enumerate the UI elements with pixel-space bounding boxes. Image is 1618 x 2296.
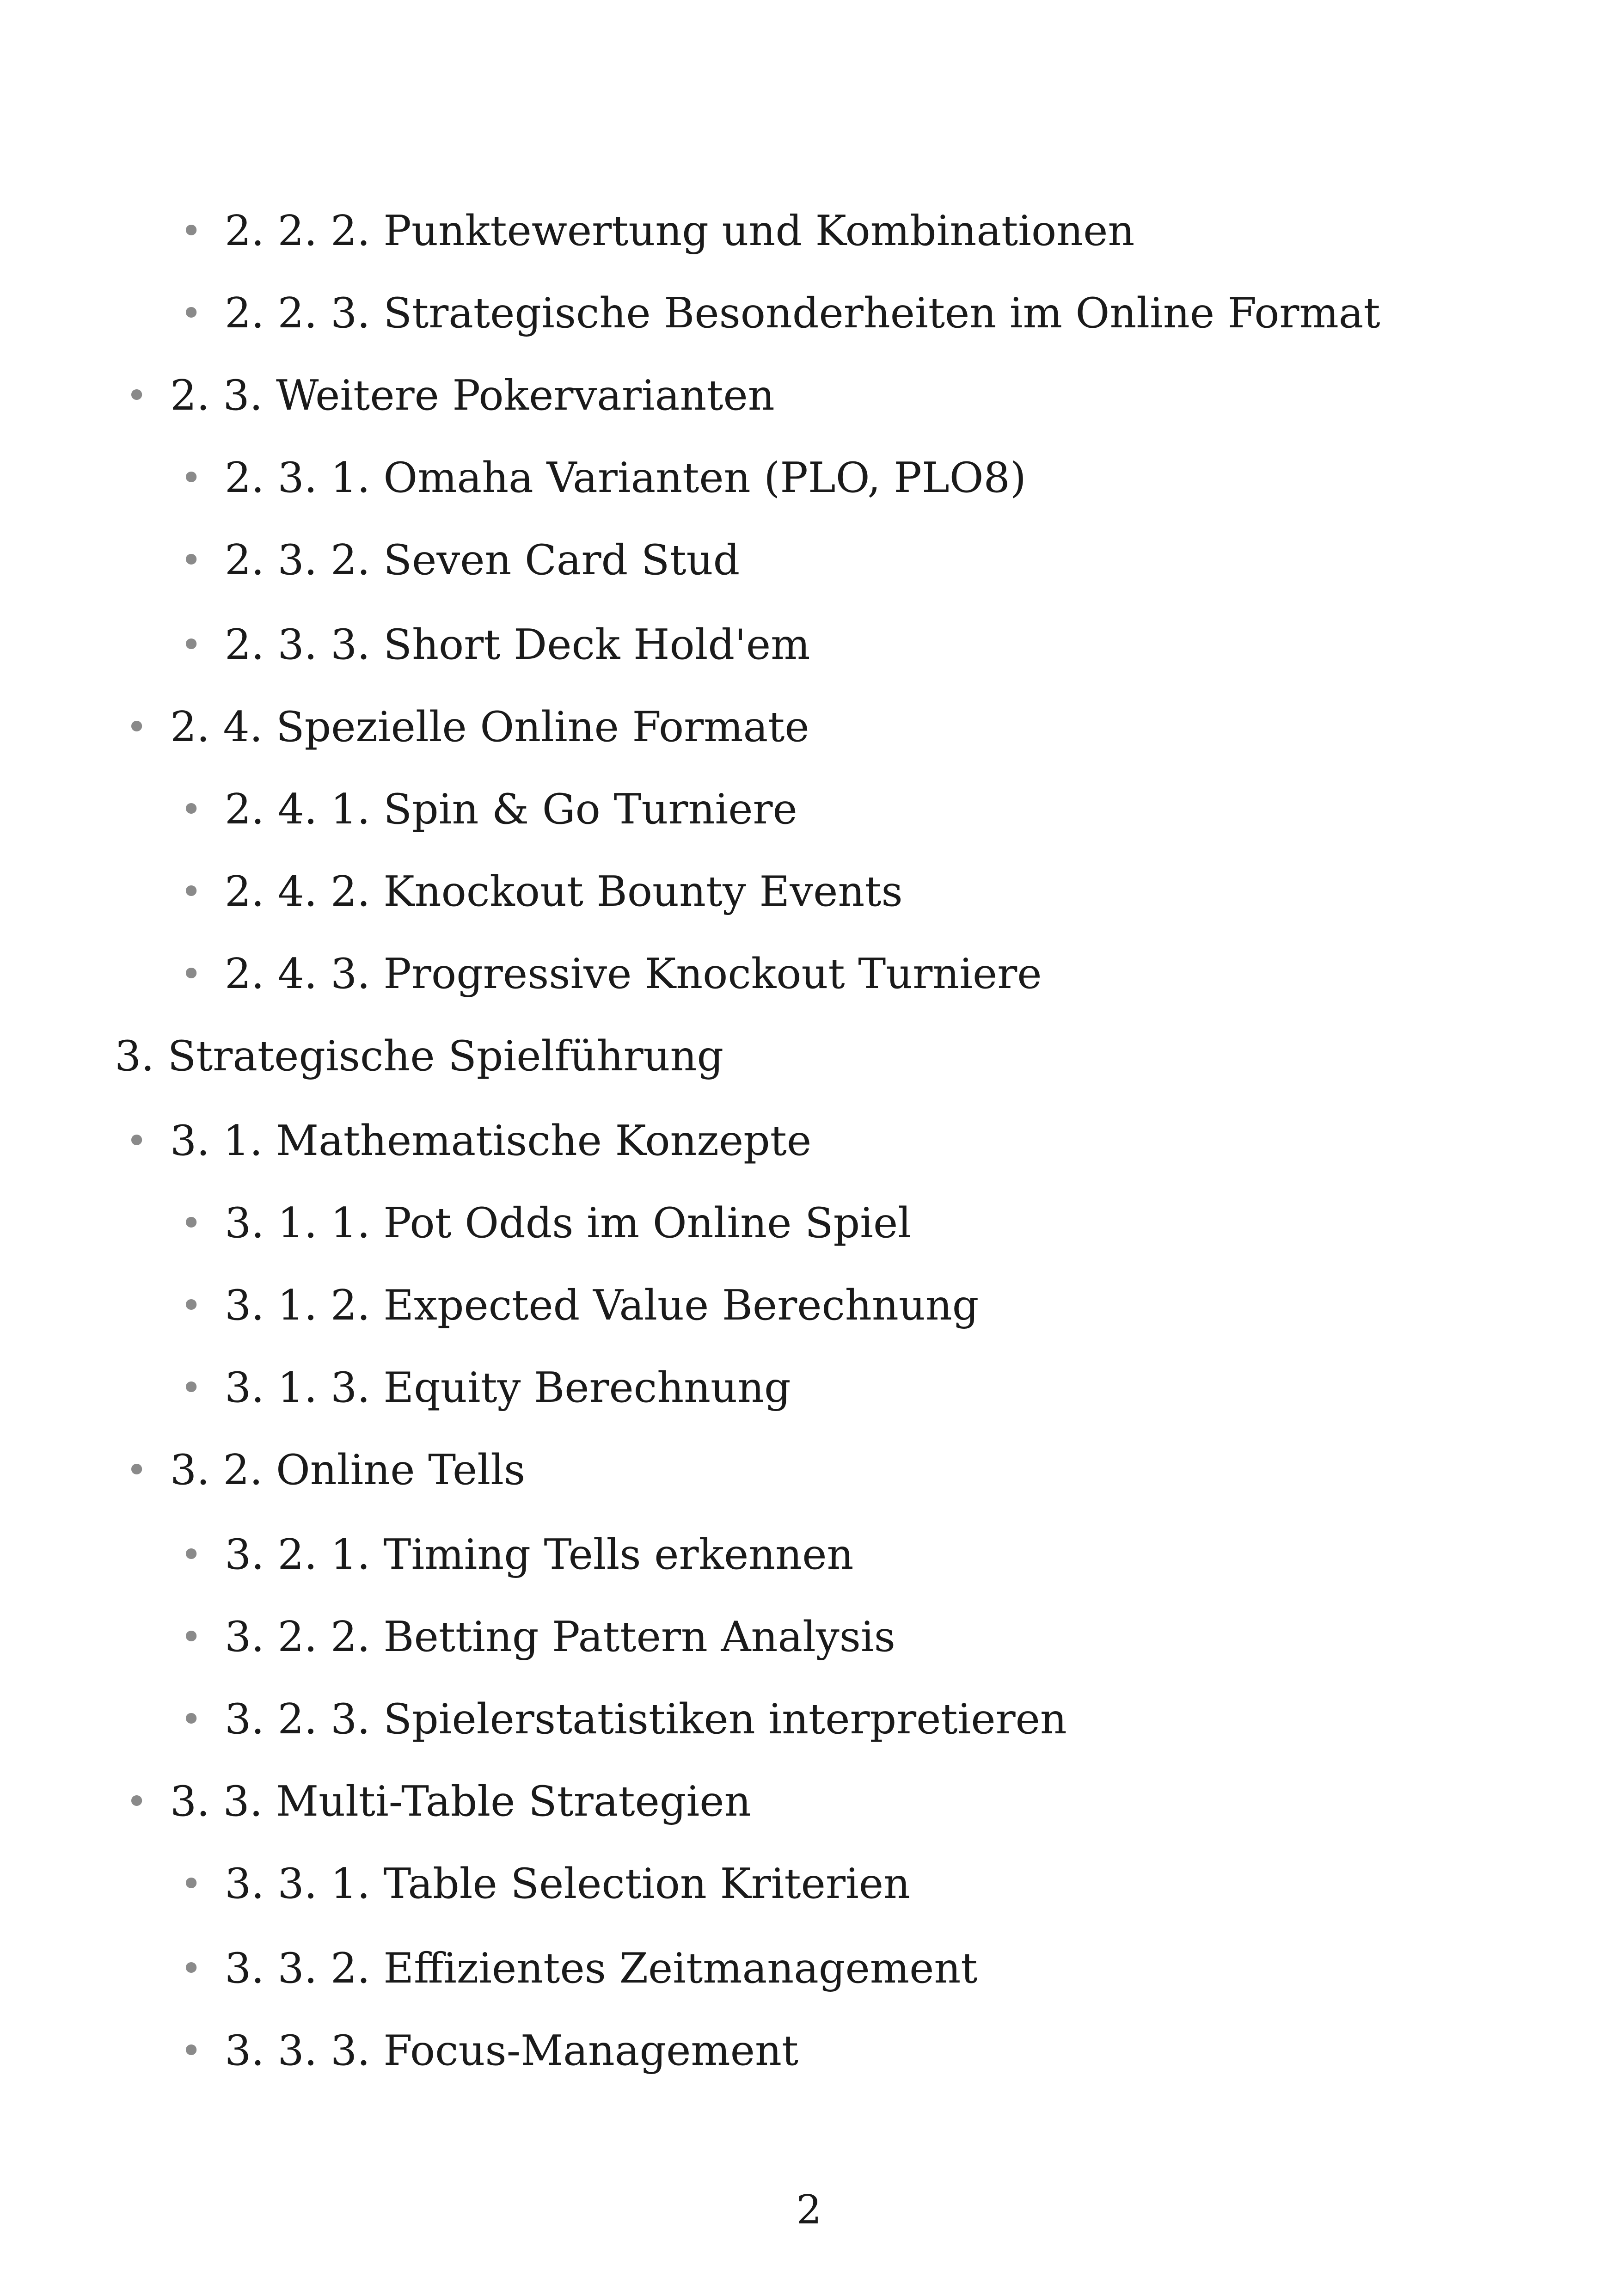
toc-entry-label: 3. 1. Mathematische Konzepte: [170, 1117, 812, 1165]
bullet-icon: •: [180, 1366, 202, 1409]
toc-entry-label: 2. 4. 2. Knockout Bounty Events: [225, 867, 903, 916]
bullet-icon: •: [180, 456, 202, 499]
toc-entry-label: 2. 3. 2. Seven Card Stud: [225, 536, 740, 584]
page-number: 2: [796, 2187, 822, 2233]
toc-entry-label: 3. 1. 1. Pot Odds im Online Spiel: [225, 1199, 912, 1247]
bullet-icon: •: [180, 623, 202, 666]
toc-entry-label: 2. 3. 3. Short Deck Hold'em: [225, 620, 810, 669]
bullet-icon: •: [180, 1202, 202, 1245]
toc-entry-label: 3. 3. Multi-Table Strategien: [170, 1777, 751, 1826]
bullet-icon: •: [180, 870, 202, 913]
bullet-icon: •: [126, 1119, 148, 1162]
toc-entry-label: 2. 4. Spezielle Online Formate: [170, 703, 809, 751]
bullet-icon: •: [180, 952, 202, 995]
toc-entry-label: 3. 2. 1. Timing Tells erkennen: [225, 1530, 854, 1579]
toc-entry-label: 2. 4. 1. Spin & Go Turniere: [225, 785, 797, 834]
bullet-icon: •: [180, 2029, 202, 2072]
toc-entry-label: 2. 2. 3. Strategische Besonderheiten im Online Format: [225, 289, 1380, 338]
bullet-icon: •: [126, 1780, 148, 1823]
toc-entry-label: 2. 2. 2. Punktewertung und Kombinationen: [225, 207, 1135, 255]
bullet-icon: •: [180, 1284, 202, 1327]
toc-entry-label: 2. 3. 1. Omaha Varianten (PLO, PLO8): [225, 454, 1026, 502]
toc-entry-label: 2. 3. Weitere Pokervarianten: [170, 371, 775, 420]
toc-entry-label: 3. 3. 3. Focus-Management: [225, 2026, 799, 2075]
toc-entry-label: 3. 3. 2. Effizientes Zeitmanagement: [225, 1944, 978, 1993]
bullet-icon: •: [180, 788, 202, 831]
bullet-icon: •: [180, 292, 202, 335]
bullet-icon: •: [180, 209, 202, 252]
toc-entry-label: 3. 1. 2. Expected Value Berechnung: [225, 1281, 979, 1330]
toc-entry-label: 3. 3. 1. Table Selection Kriterien: [225, 1860, 910, 1908]
toc-entry-label: 3. 2. 2. Betting Pattern Analysis: [225, 1613, 895, 1661]
bullet-icon: •: [180, 1615, 202, 1658]
toc-entry-label: 3. 2. Online Tells: [170, 1446, 526, 1494]
bullet-icon: •: [180, 1533, 202, 1576]
bullet-icon: •: [180, 1862, 202, 1905]
bullet-icon: •: [126, 706, 148, 749]
bullet-icon: •: [180, 1947, 202, 1990]
toc-entry-label: 3. Strategische Spielführung: [115, 1032, 724, 1080]
toc-entry-label: 3. 1. 3. Equity Berechnung: [225, 1363, 791, 1412]
bullet-icon: •: [180, 1698, 202, 1741]
toc-entry-label: 2. 4. 3. Progressive Knockout Turniere: [225, 950, 1042, 998]
bullet-icon: •: [126, 374, 148, 417]
bullet-icon: •: [126, 1449, 148, 1492]
bullet-icon: •: [180, 539, 202, 582]
toc-entry-label: 3. 2. 3. Spielerstatistiken interpretieren: [225, 1695, 1067, 1743]
